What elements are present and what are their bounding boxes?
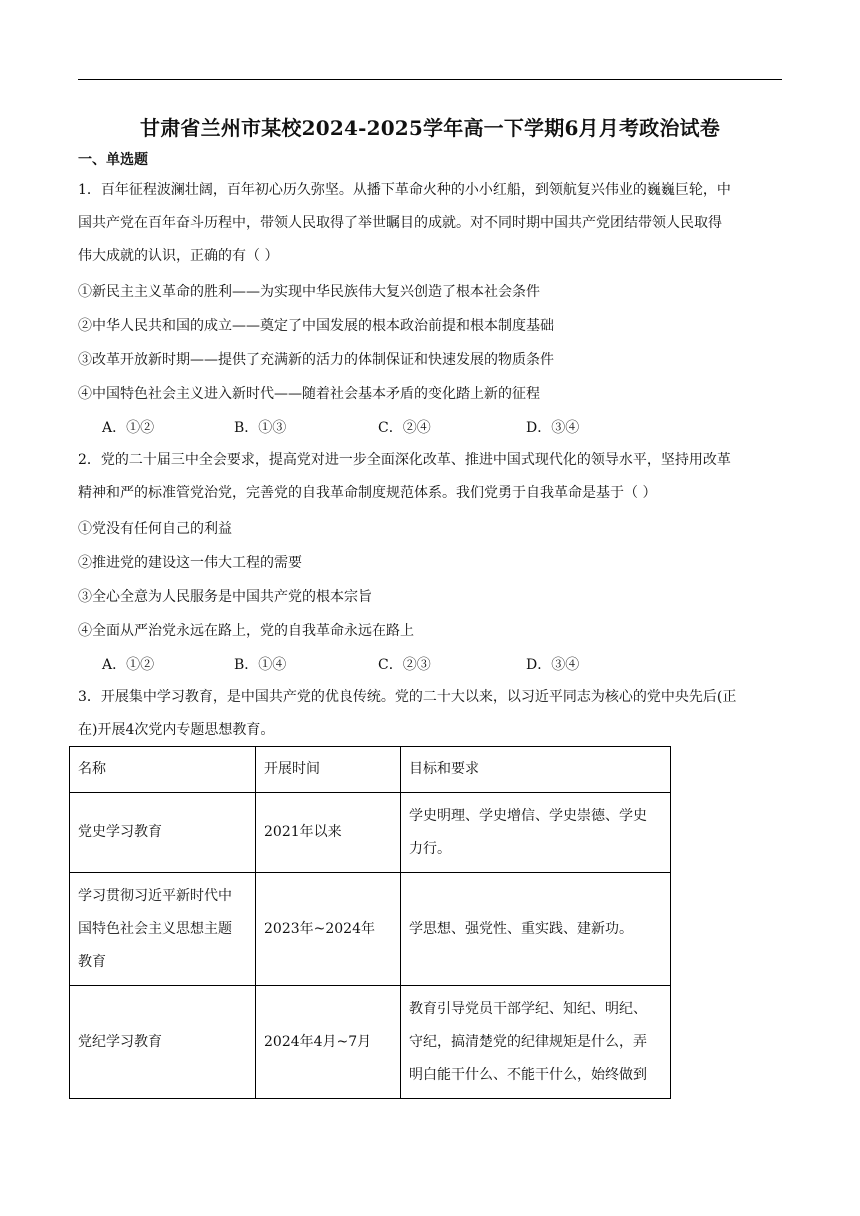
cell-line: 党纪学习教育 [78, 1033, 162, 1050]
question-stem-line: 3．开展集中学习教育，是中国共产党的优良传统。党的二十大以来，以习近平同志为核心的党中央先后(正 [78, 689, 737, 705]
table-cell-time: 2021年以来 [256, 793, 401, 873]
statement-1-4: ④中国特色社会主义进入新时代——随着社会基本矛盾的变化踏上新的征程 [78, 386, 540, 402]
table-header-cell: 目标和要求 [401, 747, 671, 793]
page-title: 甘肃省兰州市某校2024-2025学年高一下学期6月月考政治试卷 [140, 116, 720, 140]
statement-2-2: ②推进党的建设这一伟大工程的需要 [78, 555, 302, 571]
question-1-stem [78, 174, 786, 273]
education-table [69, 746, 671, 1099]
table-header-cell: 名称 [70, 747, 256, 793]
statement-2-4: ④全面从严治党永远在路上，党的自我革命永远在路上 [78, 623, 414, 639]
question-2-stem [78, 444, 786, 510]
option-b[interactable]: B．①④ [234, 657, 287, 673]
option-d[interactable]: D．③④ [526, 657, 580, 673]
question-stem-line: 精神和严的标准管党治党，完善党的自我革命制度规范体系。我们党勇于自我革命是基于（ ） [78, 485, 657, 501]
cell-line: 守纪，搞清楚党的纪律规矩是什么，弄 [409, 1033, 647, 1050]
statement-2-3: ③全心全意为人民服务是中国共产党的根本宗旨 [78, 589, 372, 605]
cell-line: 教育引导党员干部学纪、知纪、明纪、 [409, 1000, 647, 1017]
option-c[interactable]: C．②③ [378, 657, 431, 673]
table-cell-goal [401, 793, 671, 873]
table-cell-time: 2023年~2024年 [256, 873, 401, 986]
cell-line: 力行。 [409, 840, 451, 857]
table-cell-name [70, 873, 256, 986]
cell-line: 学思想、强党性、重实践、建新功。 [409, 920, 633, 937]
top-rule [78, 79, 782, 80]
question-stem-line: 1．百年征程波澜壮阔，百年初心历久弥坚。从播下革命火种的小小红船，到领航复兴伟业的巍巍巨轮，中 [78, 182, 731, 198]
cell-line: 学习贯彻习近平新时代中 [78, 887, 232, 904]
section-heading: 一、单选题 [78, 152, 148, 168]
option-d[interactable]: D．③④ [526, 420, 580, 436]
table-row [70, 793, 671, 873]
cell-line: 明白能干什么、不能干什么，始终做到 [409, 1066, 647, 1083]
table-cell-goal [401, 873, 671, 986]
table-cell-time: 2024年4月~7月 [256, 986, 401, 1099]
question-stem-line: 2．党的二十届三中全会要求，提高党对进一步全面深化改革、推进中国式现代化的领导水平，坚持用改革 [78, 452, 731, 468]
cell-line: 党史学习教育 [78, 824, 162, 840]
statement-2-1: ①党没有任何自己的利益 [78, 521, 232, 537]
question-stem-line: 伟大成就的认识，正确的有（ ） [78, 248, 279, 264]
option-c[interactable]: C．②④ [378, 420, 431, 436]
cell-line: 学史明理、学史增信、学史崇德、学史 [409, 807, 647, 824]
table-header-cell: 开展时间 [256, 747, 401, 793]
table-row [70, 986, 671, 1099]
question-stem-line: 在)开展4次党内专题思想教育。 [78, 722, 275, 738]
table-cell-name [70, 793, 256, 873]
question-3-stem [78, 681, 786, 747]
option-a[interactable]: A．①② [102, 420, 155, 436]
question-stem-line: 国共产党在百年奋斗历程中，带领人民取得了举世瞩目的成就。对不同时期中国共产党团结带领人民取得 [78, 215, 722, 231]
table-cell-name [70, 986, 256, 1099]
cell-line: 教育 [78, 953, 106, 970]
option-a[interactable]: A．①② [102, 657, 155, 673]
statement-1-2: ②中华人民共和国的成立——奠定了中国发展的根本政治前提和根本制度基础 [78, 318, 554, 334]
cell-line: 国特色社会主义思想主题 [78, 920, 232, 937]
table-row [70, 873, 671, 986]
option-b[interactable]: B．①③ [234, 420, 287, 436]
statement-1-1: ①新民主主义革命的胜利——为实现中华民族伟大复兴创造了根本社会条件 [78, 284, 540, 300]
table-cell-goal [401, 986, 671, 1099]
statement-1-3: ③改革开放新时期——提供了充满新的活力的体制保证和快速发展的物质条件 [78, 352, 554, 368]
table-header-row [70, 747, 671, 793]
